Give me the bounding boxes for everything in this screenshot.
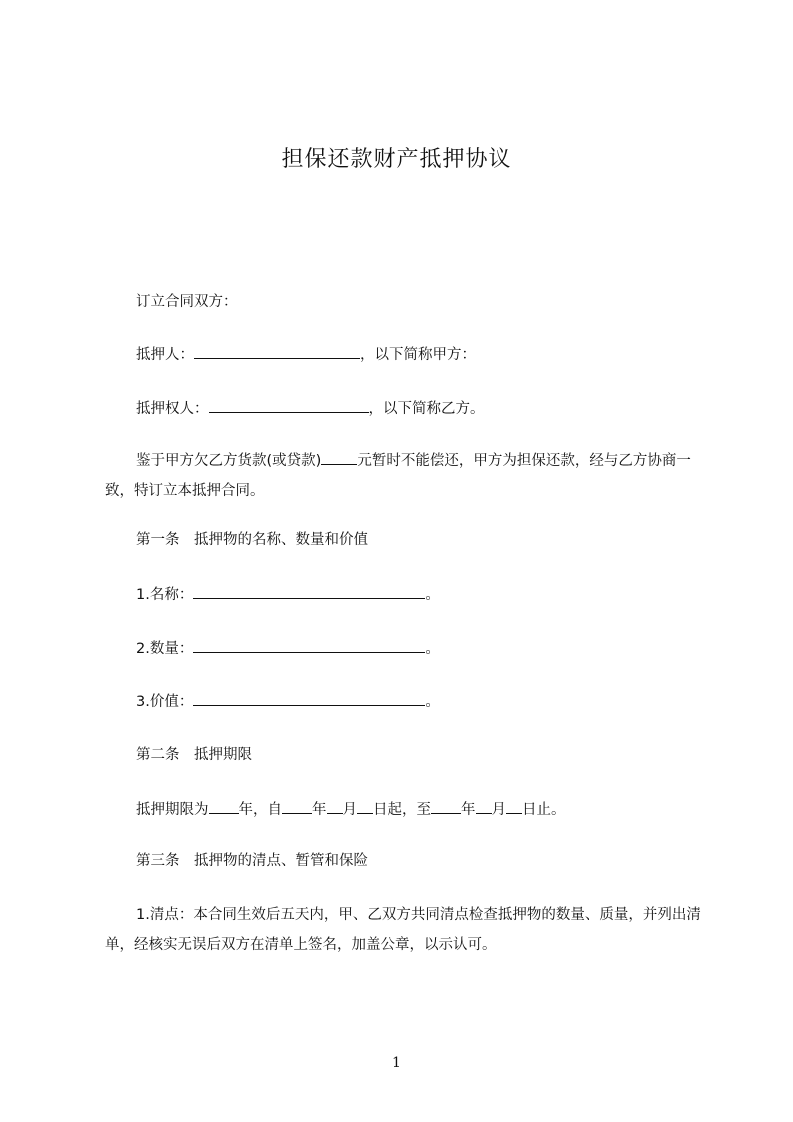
mortgagee-line	[136, 398, 485, 419]
mortgagor-suffix: ，以下简称甲方：	[360, 347, 476, 363]
parties-intro: 订立合同双方：	[136, 294, 238, 310]
item-end: 。	[425, 587, 440, 603]
mortgagor-blank[interactable]	[194, 344, 360, 359]
term-text: 抵押期限为	[136, 802, 209, 818]
article3-heading: 第三条 抵押物的清点、暂管和保险	[136, 853, 368, 869]
end-year-blank[interactable]	[431, 799, 461, 814]
value-blank[interactable]	[193, 691, 425, 706]
quantity-blank[interactable]	[193, 638, 425, 653]
years-blank[interactable]	[209, 799, 239, 814]
start-day-blank[interactable]	[357, 799, 373, 814]
article1-item-value	[136, 691, 440, 712]
end-month-blank[interactable]	[476, 799, 492, 814]
name-blank[interactable]	[193, 584, 425, 599]
item-label: 2.数量：	[136, 641, 194, 657]
start-year-blank[interactable]	[282, 799, 312, 814]
article1-item-quantity	[136, 638, 440, 659]
page-number: 1	[392, 1055, 401, 1071]
term-text: 月	[342, 802, 357, 818]
article3-clause1: 1.清点：本合同生效后五天内，甲、乙双方共同清点检查抵押物的数量、质量，并列出清单，经核实无误后双方在清单上签名，加盖公章，以示认可。	[105, 907, 701, 953]
preamble-text-b: 元暂时不能偿还，甲方为担保还款，经与乙方协商一致，特订立本抵押合同。	[105, 453, 691, 499]
item-label: 3.价值：	[136, 694, 194, 710]
end-day-blank[interactable]	[506, 799, 522, 814]
document-title: 担保还款财产抵押协议	[281, 147, 512, 172]
item-label: 1.名称：	[136, 587, 194, 603]
mortgagee-label: 抵押权人：	[136, 401, 209, 417]
mortgagee-suffix: ，以下简称乙方。	[368, 401, 485, 417]
mortgagor-label: 抵押人：	[136, 347, 194, 363]
article2-heading: 第二条 抵押期限	[136, 747, 252, 763]
article1-heading: 第一条 抵押物的名称、数量和价值	[136, 532, 368, 548]
mortgagor-line	[136, 344, 476, 365]
article2-term-line	[136, 799, 566, 820]
term-text: 年	[461, 802, 476, 818]
start-month-blank[interactable]	[327, 799, 343, 814]
amount-blank[interactable]	[321, 450, 357, 465]
mortgagee-blank[interactable]	[209, 398, 369, 413]
term-text: 年，自	[238, 802, 282, 818]
term-text: 日止。	[522, 802, 566, 818]
term-text: 月	[491, 802, 506, 818]
term-text: 年	[312, 802, 327, 818]
term-text: 日起，至	[373, 802, 431, 818]
preamble-text-a: 鉴于甲方欠乙方货款(或贷款)	[136, 453, 322, 469]
item-end: 。	[425, 641, 440, 657]
item-end: 。	[425, 694, 440, 710]
preamble-paragraph	[105, 446, 705, 506]
article1-item-name	[136, 584, 440, 605]
